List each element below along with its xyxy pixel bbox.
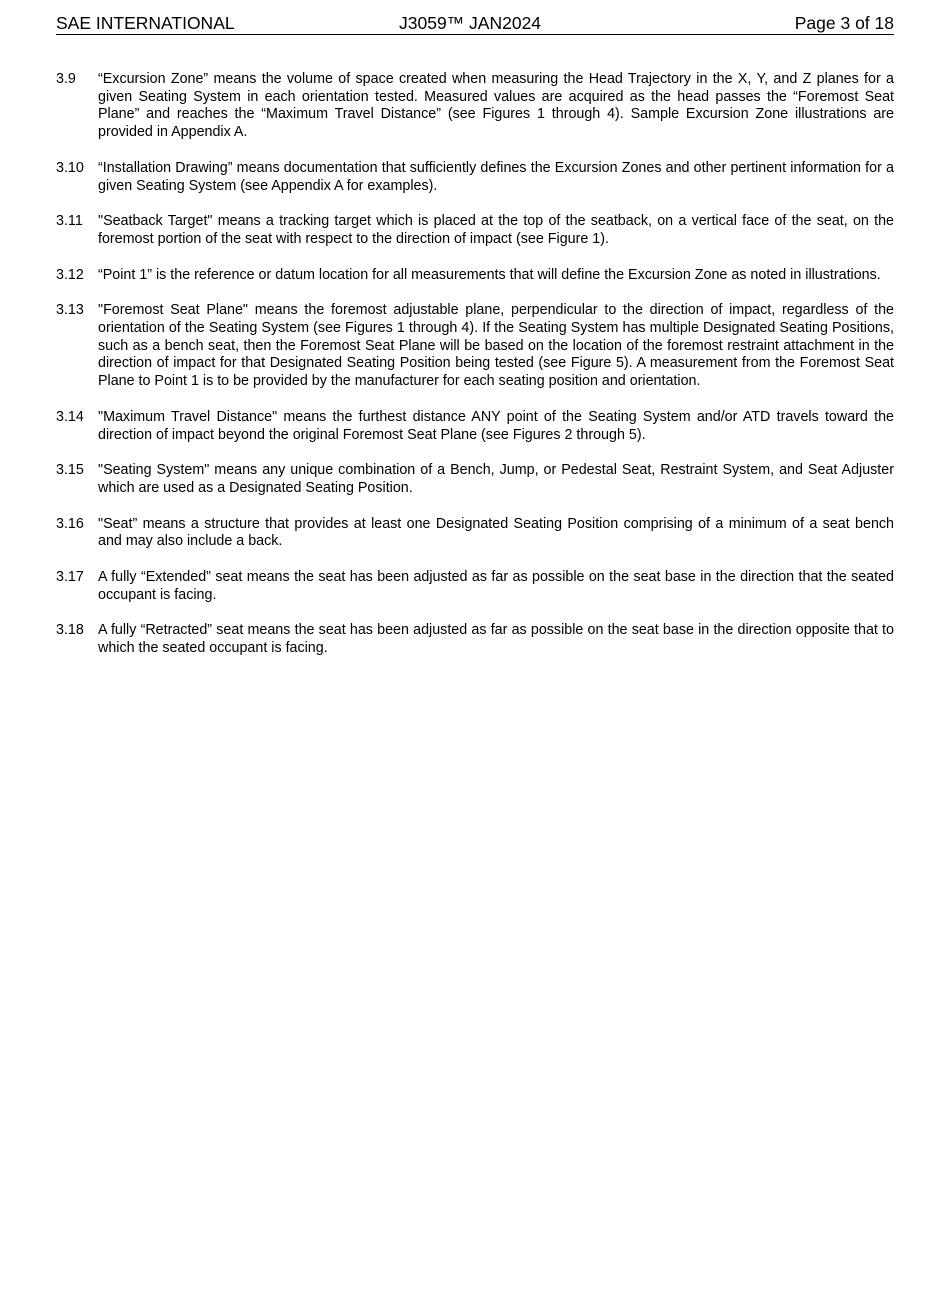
definition-number: 3.10 xyxy=(56,159,84,176)
definition-item xyxy=(56,160,894,195)
definition-item xyxy=(56,516,894,551)
definition-text: "Seating System" means any unique combination of a Bench, Jump, or Pedestal Seat, Restraint System, and Seat Adjuster which are used as a Designated Seating Position. xyxy=(98,462,894,496)
definition-number: 3.13 xyxy=(56,302,84,319)
definition-item xyxy=(56,462,894,497)
page-header xyxy=(56,12,894,35)
header-page-number: Page 3 of 18 xyxy=(794,13,894,33)
definition-number: 3.9 xyxy=(56,71,76,87)
definition-item xyxy=(56,302,894,391)
definition-text: “Installation Drawing” means documentation that sufficiently defines the Excursion Zones and other pertinent information for a given Seating System (see Appendix A for examples). xyxy=(98,159,894,194)
definition-item xyxy=(56,267,894,285)
definition-item xyxy=(56,622,894,657)
definition-text: "Seatback Target" means a tracking target which is placed at the top of the seatback, on a vertical face of the seat, on the foremost portion of the seat with respect to the direction of impact (see Figure 1). xyxy=(98,213,894,247)
definition-number: 3.16 xyxy=(56,515,84,532)
definition-text: “Point 1” is the reference or datum location for all measurements that will define the Excursion Zone as noted in illustrations. xyxy=(98,266,881,283)
definition-item xyxy=(56,71,894,142)
definition-number: 3.17 xyxy=(56,569,84,586)
header-organization: SAE INTERNATIONAL xyxy=(56,13,235,33)
definition-text: "Foremost Seat Plane" means the foremost adjustable plane, perpendicular to the direction of impact, regardless of the orientation of the Seating System (see Figures 1 through 4). If the Seating System has multiple Designated Seating Positions, such as a bench seat, then the Foremost Seat Plane will be based on the location of the foremost restraint attachment in the direction of impact for that Designated Seating Position being tested (see Figure 5). A measurement from the Foremost Seat Plane to Point 1 is to be provided by the manufacturer for each seating position and orientation. xyxy=(98,302,894,390)
definitions-list xyxy=(56,71,894,676)
definition-number: 3.12 xyxy=(56,266,84,283)
definition-text: "Maximum Travel Distance" means the furthest distance ANY point of the Seating System and/or ATD travels toward the direction of impact beyond the original Foremost Seat Plane (see Figures 2 through 5). xyxy=(98,408,894,443)
definition-number: 3.14 xyxy=(56,408,84,425)
definition-text: A fully “Retracted” seat means the seat has been adjusted as far as possible on the seat base in the direction opposite that to which the seated occupant is facing. xyxy=(98,622,894,657)
header-document-id: J3059™ JAN2024 xyxy=(399,13,542,33)
definition-item xyxy=(56,409,894,444)
definition-number: 3.11 xyxy=(56,213,83,230)
definition-item xyxy=(56,213,894,248)
definition-text: A fully “Extended” seat means the seat has been adjusted as far as possible on the seat base in the direction that the seated occupant is facing. xyxy=(98,569,894,603)
definition-number: 3.18 xyxy=(56,622,84,639)
definition-number: 3.15 xyxy=(56,462,84,479)
definition-text: "Seat” means a structure that provides at least one Designated Seating Position comprising of a minimum of a seat bench and may also include a back. xyxy=(98,515,894,550)
definition-item xyxy=(56,569,894,604)
definition-text: “Excursion Zone” means the volume of space created when measuring the Head Trajectory in the X, Y, and Z planes for a given Seating System in each orientation tested. Measured values are acquired as the head passes the “Foremost Seat Plane” and reaches the “Maximum Travel Distance” (see Figures 1 through 4). Sample Excursion Zone illustrations are provided in Appendix A. xyxy=(98,71,894,141)
